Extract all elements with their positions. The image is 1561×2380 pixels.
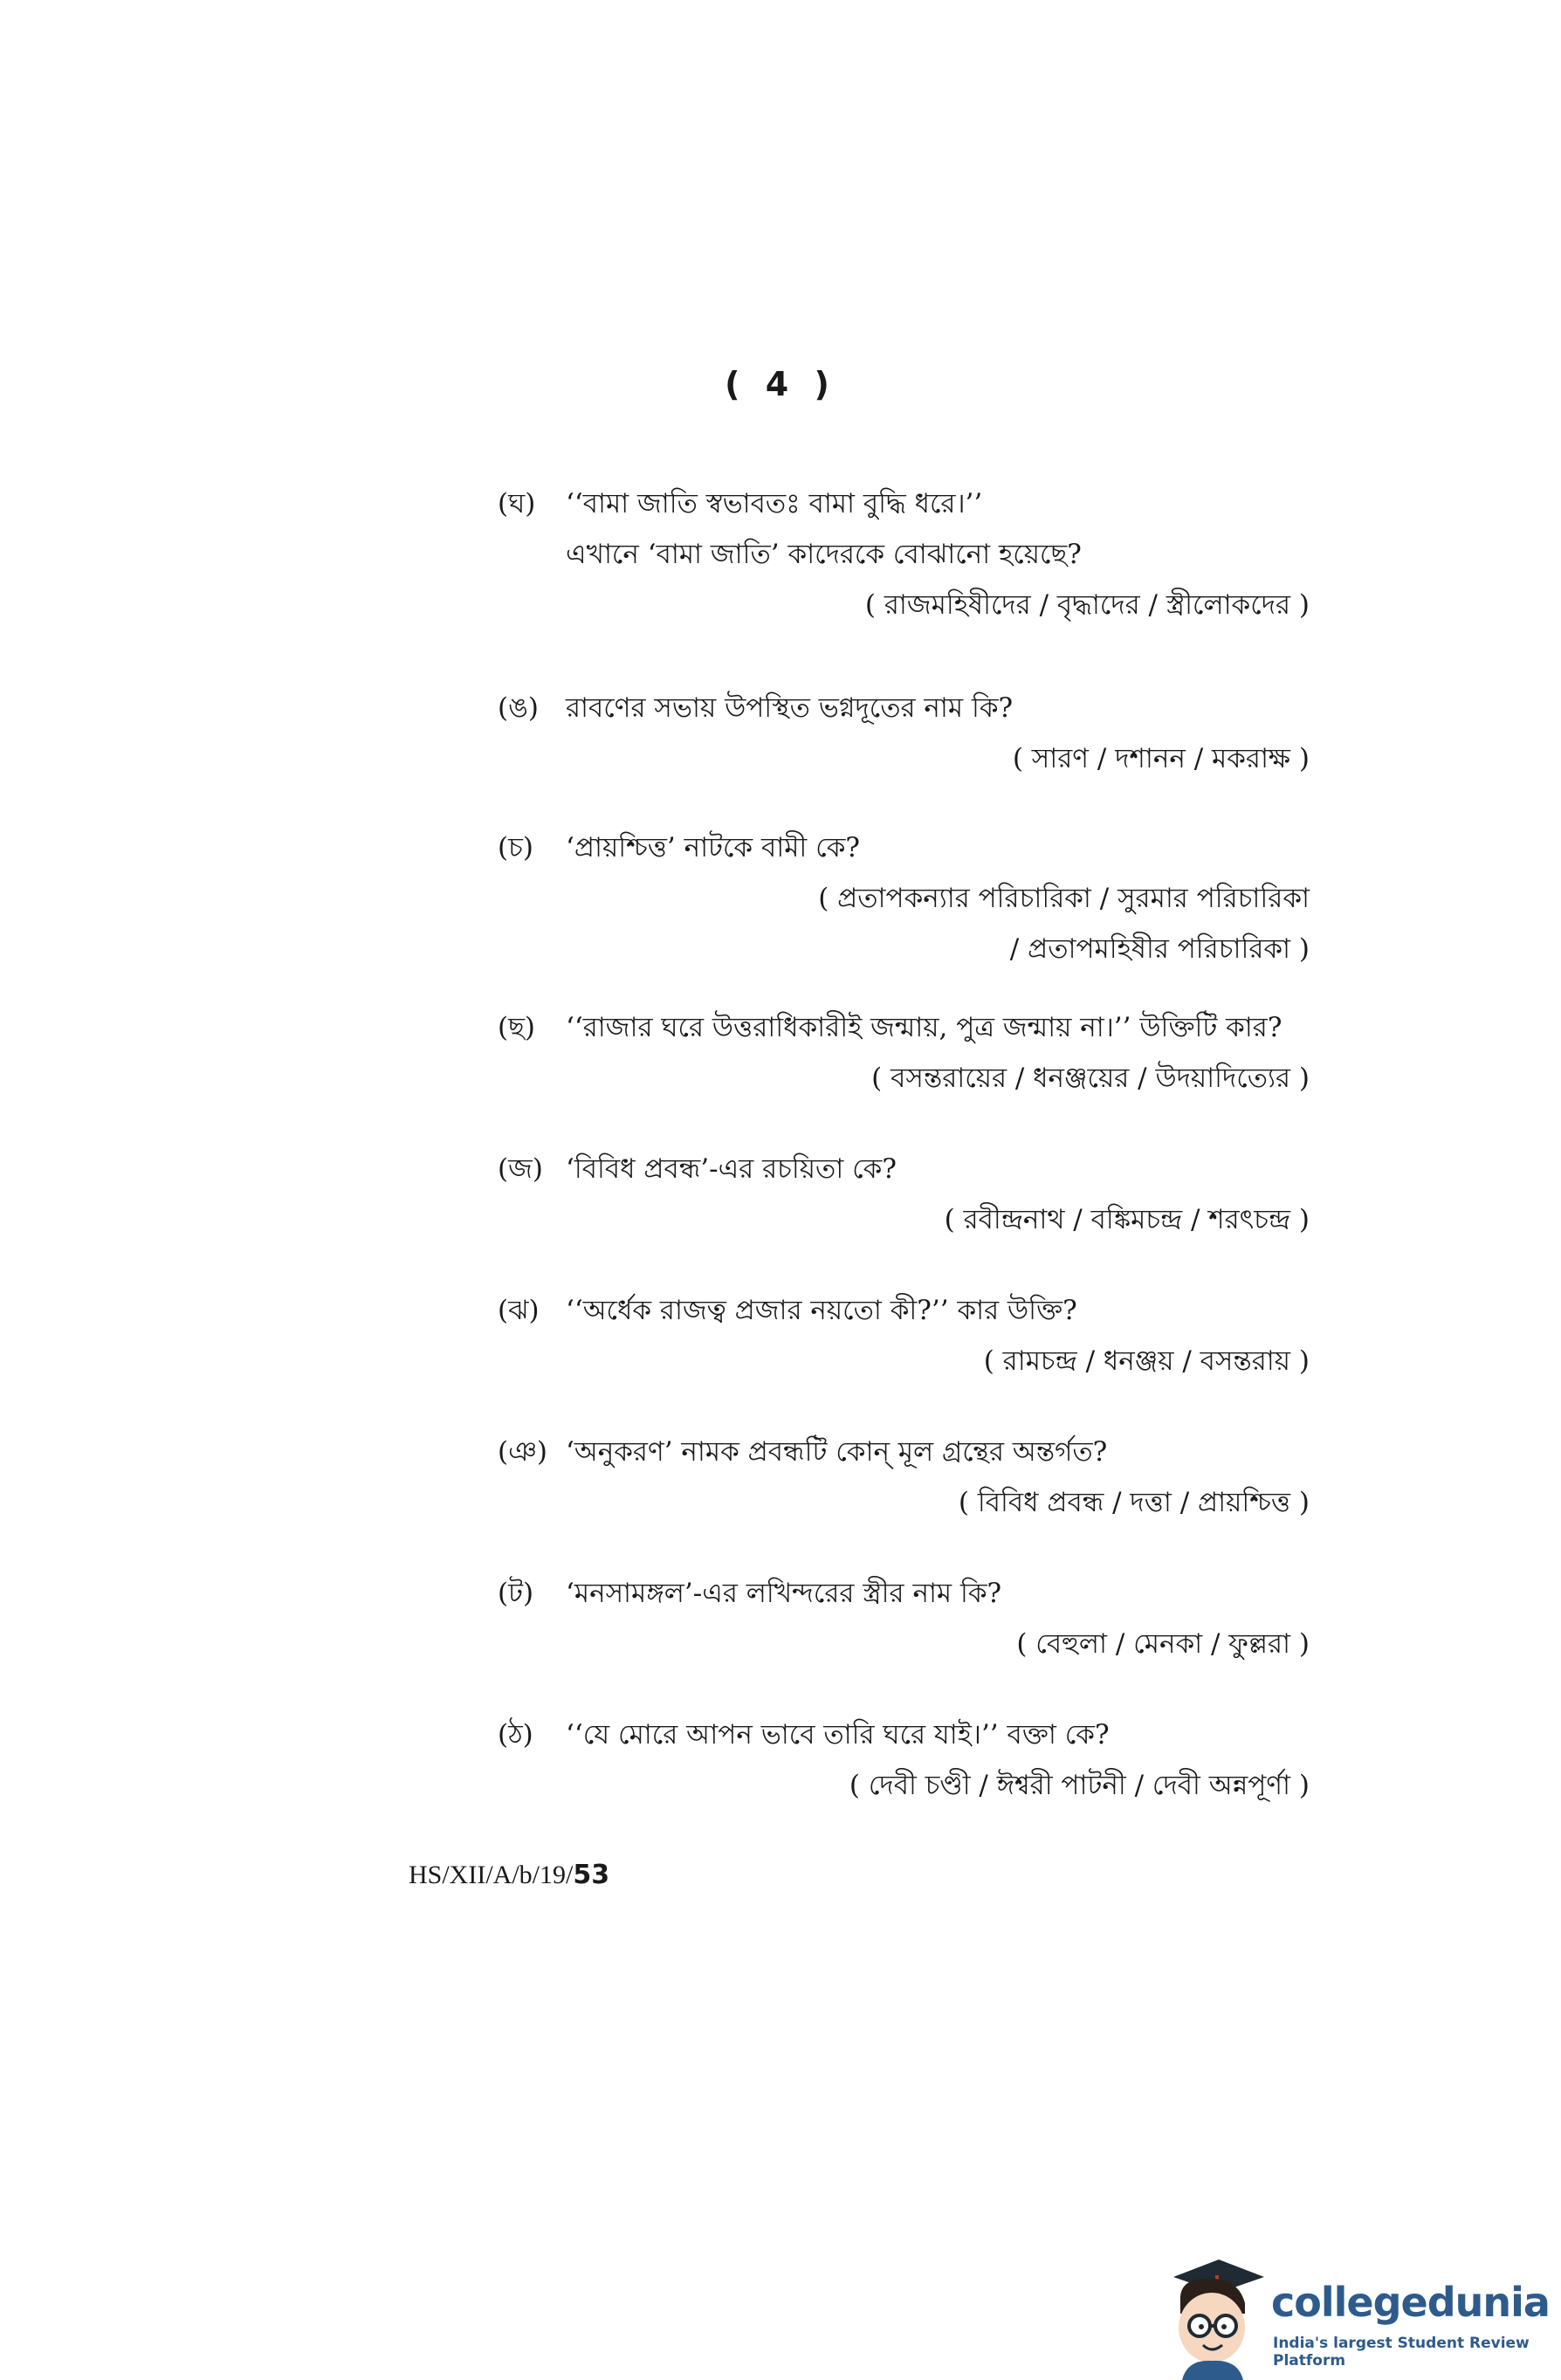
question-line: ‘মনসামঙ্গল’-এর লখিন্দরের স্ত্রীর নাম কি?: [566, 1578, 1002, 1609]
paper-code: [409, 1860, 609, 1890]
question-number: (জ): [498, 1153, 543, 1185]
mascot-icon: [1161, 2253, 1266, 2380]
answer-options: ( বসন্তরায়ের / ধনঞ্জয়ের / উদয়াদিত্যের ): [871, 1063, 1310, 1094]
paper-code-number: 53: [573, 1860, 610, 1890]
question-number: (ঙ): [498, 692, 539, 724]
question-tha: [498, 1709, 1310, 1811]
question-number: (ট): [498, 1578, 534, 1609]
question-line: এখানে ‘বামা জাতি’ কাদেরকে বোঝানো হয়েছে?: [566, 539, 1082, 570]
question-line: ‘বিবিধ প্রবন্ধ’-এর রচয়িতা কে?: [566, 1153, 897, 1185]
question-number: (ঘ): [498, 488, 536, 519]
paper-code-prefix: HS/XII/A/b/19/: [409, 1861, 574, 1889]
answer-options: ( বেহুলা / মেনকা / ফুল্লরা ): [1016, 1628, 1310, 1660]
question-chha: [498, 1002, 1310, 1104]
page-number: ( 4 ): [725, 365, 836, 403]
answer-options: ( সারণ / দশানন / মকরাক্ষ ): [1012, 743, 1310, 774]
question-line: রাবণের সভায় উপস্থিত ভগ্নদূতের নাম কি?: [566, 692, 1014, 724]
logo-wordmark: collegedunia: [1271, 2279, 1550, 2326]
logo-tagline: India's largest Student Review Platform: [1273, 2335, 1530, 2370]
question-gha: [498, 478, 1310, 630]
question-number: (ঠ): [498, 1719, 533, 1751]
answer-options: ( রবীন্দ্রনাথ / বঙ্কিমচন্দ্র / শরৎচন্দ্র ): [944, 1204, 1310, 1235]
answer-options: ( রামচন্দ্র / ধনঞ্জয় / বসন্তরায় ): [983, 1345, 1310, 1377]
question-line: ‘অনুকরণ’ নামক প্রবন্ধটি কোন্ মূল গ্রন্থের অন্তর্গত?: [566, 1436, 1108, 1468]
answer-options: ( দেবী চণ্ডী / ঈশ্বরী পাটনী / দেবী অন্নপূর্ণা ): [849, 1770, 1310, 1801]
question-number: (ঝ): [498, 1295, 540, 1326]
question-number: (চ): [498, 832, 533, 863]
question-ja: [498, 1144, 1310, 1245]
question-cha: [498, 822, 1310, 974]
question-line: ‘‘যে মোরে আপন ভাবে তারি ঘরে যাই।’’ বক্তা কে?: [566, 1719, 1110, 1751]
answer-options: / প্রতাপমহিষীর পরিচারিকা ): [1009, 933, 1310, 965]
question-number: (ঞ): [498, 1436, 547, 1468]
question-nio: [498, 1427, 1310, 1528]
answer-options: ( রাজমহিষীদের / বৃদ্ধাদের / স্ত্রীলোকদের ): [864, 589, 1310, 621]
collegedunia-logo: [1161, 2253, 1561, 2380]
question-line: ‘‘বামা জাতি স্বভাবতঃ বামা বুদ্ধি ধরে।’’: [566, 488, 983, 519]
question-line: ‘প্রায়শ্চিত্ত’ নাটকে বামী কে?: [566, 832, 861, 863]
answer-options: ( প্রতাপকন্যার পরিচারিকা / সুরমার পরিচারিকা: [818, 883, 1310, 914]
answer-options: ( বিবিধ প্রবন্ধ / দত্তা / প্রায়শ্চিত্ত ): [958, 1487, 1310, 1518]
question-jha: [498, 1285, 1310, 1386]
question-number: (ছ): [498, 1012, 535, 1043]
question-umo: [498, 683, 1310, 784]
question-ta: [498, 1568, 1310, 1669]
question-line: ‘‘রাজার ঘরে উত্তরাধিকারীই জন্মায়, পুত্র জন্মায় না।’’ উক্তিটি কার?: [566, 1012, 1282, 1043]
question-line: ‘‘অর্ধেক রাজত্ব প্রজার নয়তো কী?’’ কার উক্তি?: [566, 1295, 1077, 1326]
